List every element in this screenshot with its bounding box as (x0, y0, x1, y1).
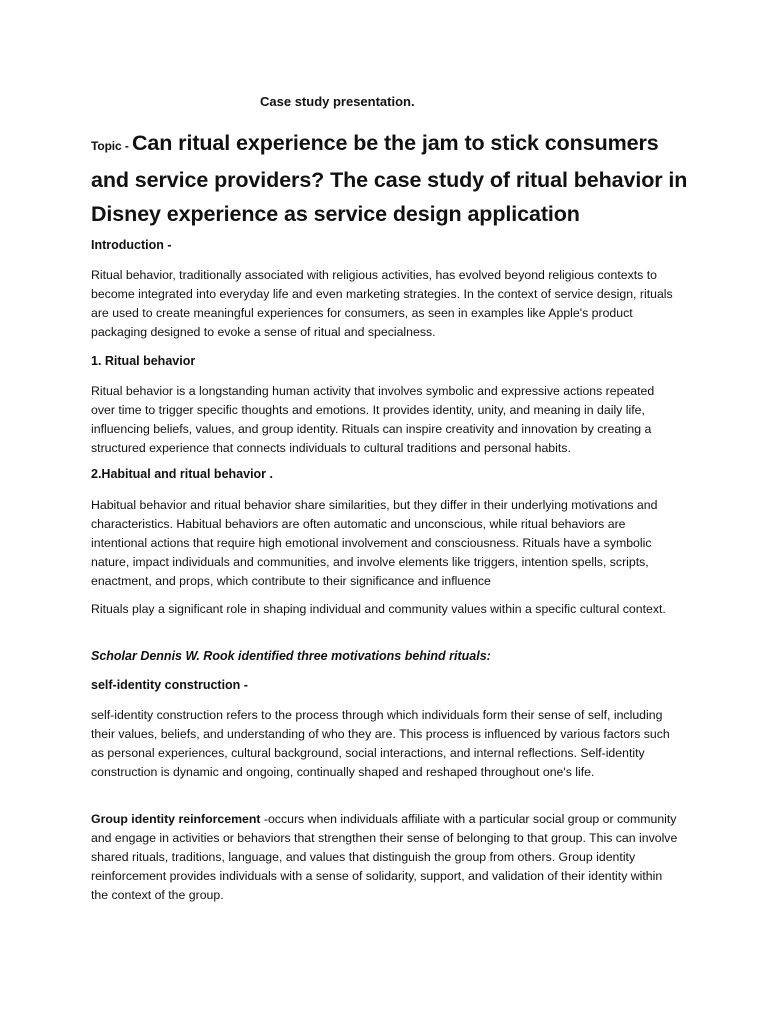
section1-heading: 1. Ritual behavior (91, 354, 196, 368)
group-identity-paragraph: -occurs when individuals affiliate with a particular social group or community and engage in activities or behaviors that strengthen their sense of belonging to that group. This can involve shared rituals, traditions, language, and values that distinguish the group from others. Group identity reinforcement provides individuals with a sense of solidarity, support, and validation of their identity within the context of the group. (91, 812, 678, 902)
section1-paragraph: Ritual behavior is a longstanding human activity that involves symbolic and expressive actions repeated over time to trigger specific thoughts and emotions. It provides identity, unity, and meaning in daily life, influencing beliefs, values, and group identity. Rituals can inspire creativity and innovation by creating a structured experience that connects individuals to cultural traditions and personal habits. (91, 384, 655, 455)
scholar-heading: Scholar Dennis W. Rook identified three motivations behind rituals: (91, 649, 491, 663)
intro-heading: Introduction - (91, 238, 172, 252)
intro-paragraph: Ritual behavior, traditionally associated with religious activities, has evolved beyond religious contexts to become integrated into everyday life and even marketing strategies. In the context of service design, rituals are used to create meaningful experiences for consumers, as seen in examples like Apple's product packaging designed to evoke a sense of ritual and specialness. (91, 268, 673, 339)
self-identity-paragraph: self-identity construction refers to the process through which individuals form their sense of self, including their values, beliefs, and understanding of who they are. This process is influenced by various factors such as personal experiences, cultural background, social interactions, and internal reflections. Self-identity construction is dynamic and ongoing, continually shaped and reshaped throughout one's life. (91, 708, 670, 779)
document-header: Case study presentation. (260, 94, 415, 109)
group-identity-paragraph-block (91, 810, 681, 905)
section2-heading: 2.Habitual and ritual behavior . (91, 467, 273, 481)
section2-paragraph: Habitual behavior and ritual behavior share similarities, but they differ in their underlying motivations and characteristics. Habitual behaviors are often automatic and unconscious, while ritual behaviors are intentional actions that require high emotional involvement and consciousness. Rituals have a symbolic nature, impact individuals and communities, and involve elements like triggers, intention spells, scripts, enactment, and props, which contribute to their significance and influence (91, 498, 658, 588)
group-identity-lead: Group identity reinforcement (91, 812, 261, 826)
topic-label: Topic - (91, 139, 132, 153)
self-identity-heading: self-identity construction - (91, 678, 248, 692)
topic-title: Can ritual experience be the jam to stick consumers and service providers? The case study of ritual behavior in Disney experience as service design application (91, 131, 688, 226)
rituals-paragraph: Rituals play a significant role in shaping individual and community values within a specific cultural context. (91, 602, 666, 616)
topic-title-block (91, 126, 691, 231)
